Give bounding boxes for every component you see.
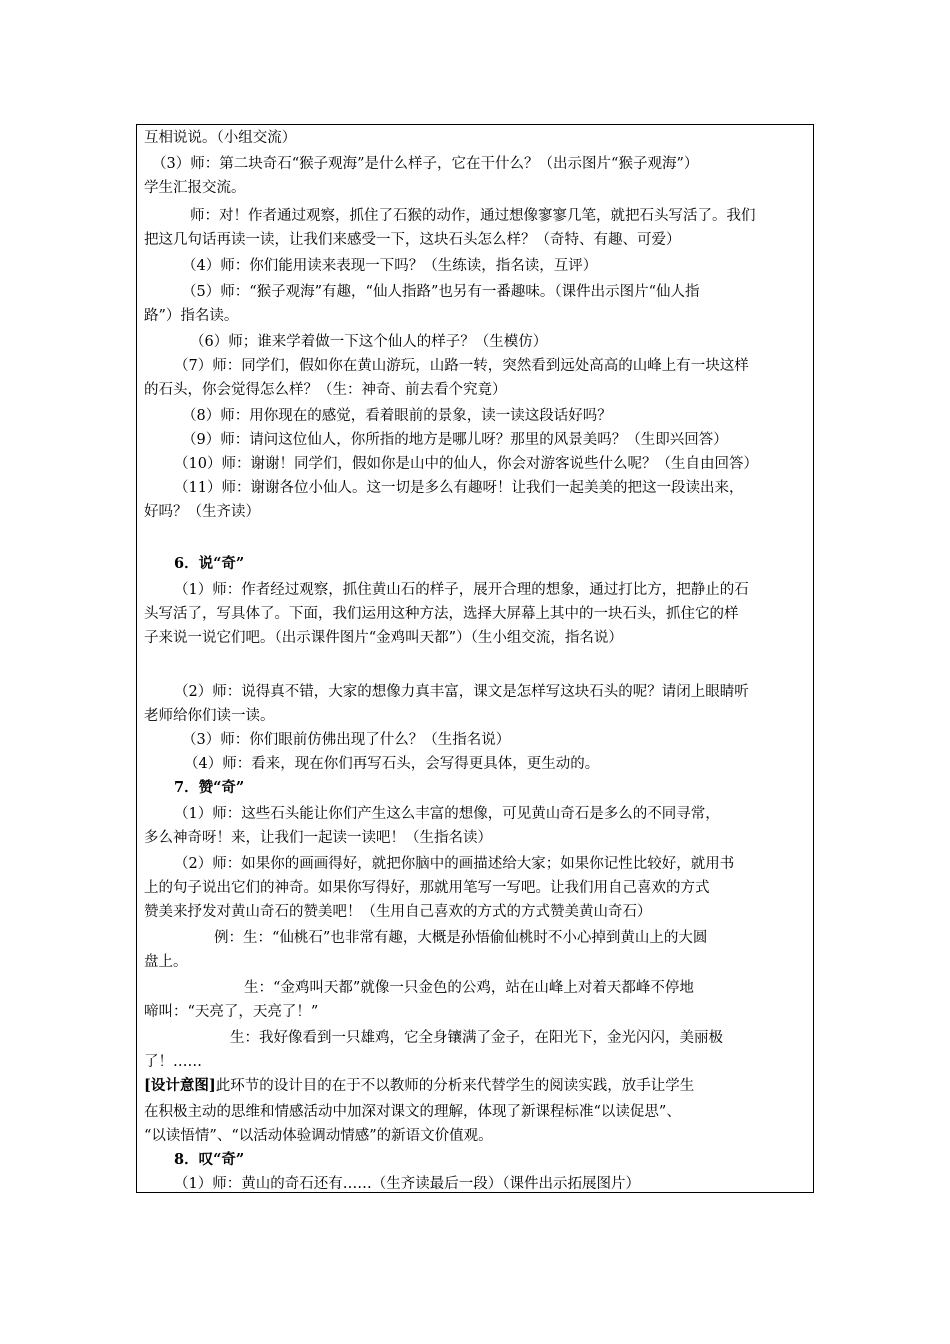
text-line: 子来说一说它们吧。（出示课件图片“金鸡叫天都”）（生小组交流，指名说） [144,630,623,646]
section-heading: 7．赞“奇” [174,779,245,796]
text-line: （6）师；谁来学着做一下这个仙人的样子？（生模仿） [190,334,548,350]
text-line: （4）师：看来，现在你们再写石头，会写得更具体，更生动的。 [184,756,600,772]
text-line: （4）师：你们能用读来表现一下吗？（生练读，指名读，互评） [182,258,598,274]
text-line: （1）师：黄山的奇石还有……（生齐读最后一段）（课件出示拓展图片） [174,1176,640,1192]
text-line: （9）师：请问这位仙人，你所指的地方是哪儿呀？那里的风景美吗？（生即兴回答） [182,432,728,448]
text-line: （10）师：谢谢！同学们，假如你是山中的仙人，你会对游客说些什么呢？（生自由回答） [174,456,758,472]
design-intent-label: [设计意图] [144,1077,216,1094]
text-line: （2）师：说得真不错，大家的想像力真丰富，课文是怎样写这块石头的呢？请闭上眼睛听 [174,684,749,700]
text-line: 上的句子说出它们的神奇。如果你写得好，那就用笔写一写吧。让我们用自己喜欢的方式 [144,880,710,896]
text-line: 的石头，你会觉得怎么样？（生：神奇、前去看个究竟） [144,382,507,398]
text-line: 互相说说。（小组交流） [144,130,297,146]
text-line: 头写活了，写具体了。下面，我们运用这种方法，选择大屏幕上其中的一块石头，抓住它的样 [144,606,739,622]
text-line: （1）师：作者经过观察，抓住黄山石的样子，展开合理的想象，通过打比方，把静止的石 [174,582,749,598]
text-line: （1）师：这些石头能让你们产生这么丰富的想像，可见黄山奇石是多么的不同寻常， [174,806,720,822]
text-line: 路”）指名读。 [144,308,239,324]
text-line: 多么神奇呀！来，让我们一起读一读吧！（生指名读） [144,830,492,846]
text-line: （8）师：用你现在的感觉，看着眼前的景象，读一读这段话好吗？ [182,408,612,424]
text-line: 生：我好像看到一只雄鸡，它全身镶满了金子，在阳光下，金光闪闪，美丽极 [230,1030,723,1046]
text-line: 在积极主动的思维和情感活动中加深对课文的理解，体现了新课程标准“以读促思”、 [144,1104,681,1120]
text-line: 盘上。 [144,954,188,970]
text-line: 老师给你们读一读。 [144,708,275,724]
text-line: （2）师：如果你的画画得好，就把你脑中的画描述给大家；如果你记性比较好，就用书 [174,856,735,872]
text-line: （3）师：第二块奇石“猴子观海”是什么样子，它在干什么？（出示图片“猴子观海”） [152,156,699,172]
text-line: 把这几句话再读一读，让我们来感受一下，这块石头怎么样？（奇特、有趣、可爱） [144,232,681,248]
section-heading: 8．叹“奇” [174,1151,245,1168]
design-intent-paragraph [144,1076,694,1096]
text-line: 啼叫：“天亮了，天亮了！” [144,1004,319,1020]
text-line: （7）师：同学们，假如你在黄山游玩，山路一转，突然看到远处高高的山峰上有一块这样 [174,358,749,374]
text-line: 此环节的设计目的在于不以教师的分析来代替学生的阅读实践，放手让学生 [215,1078,695,1094]
section-heading: 6．说“奇” [174,555,245,572]
text-line: 了！…… [144,1054,202,1070]
text-line: 赞美来抒发对黄山奇石的赞美吧！（生用自己喜欢的方式的方式赞美黄山奇石） [144,904,652,920]
text-line: （11）师：谢谢各位小仙人。这一切是多么有趣呀！让我们一起美美的把这一段读出来， [174,480,744,496]
text-line: （5）师：“猴子观海”有趣，“仙人指路”也另有一番趣味。（课件出示图片“仙人指 [182,284,700,300]
text-line: 生：“金鸡叫天都”就像一只金色的公鸡，站在山峰上对着天都峰不停地 [244,980,694,996]
text-line: 师：对！作者通过观察，抓住了石猴的动作，通过想像寥寥几笔，就把石头写活了。我们 [190,208,756,224]
text-line: “以读悟情”、“以活动体验调动情感”的新语文价值观。 [144,1128,493,1144]
text-line: 好吗？（生齐读） [144,504,260,520]
text-line: 学生汇报交流。 [144,180,246,196]
text-line: 例：生：“仙桃石”也非常有趣，大概是孙悟偷仙桃时不小心掉到黄山上的大圆 [214,930,708,946]
text-line: （3）师：你们眼前仿佛出现了什么？（生指名说） [182,732,511,748]
